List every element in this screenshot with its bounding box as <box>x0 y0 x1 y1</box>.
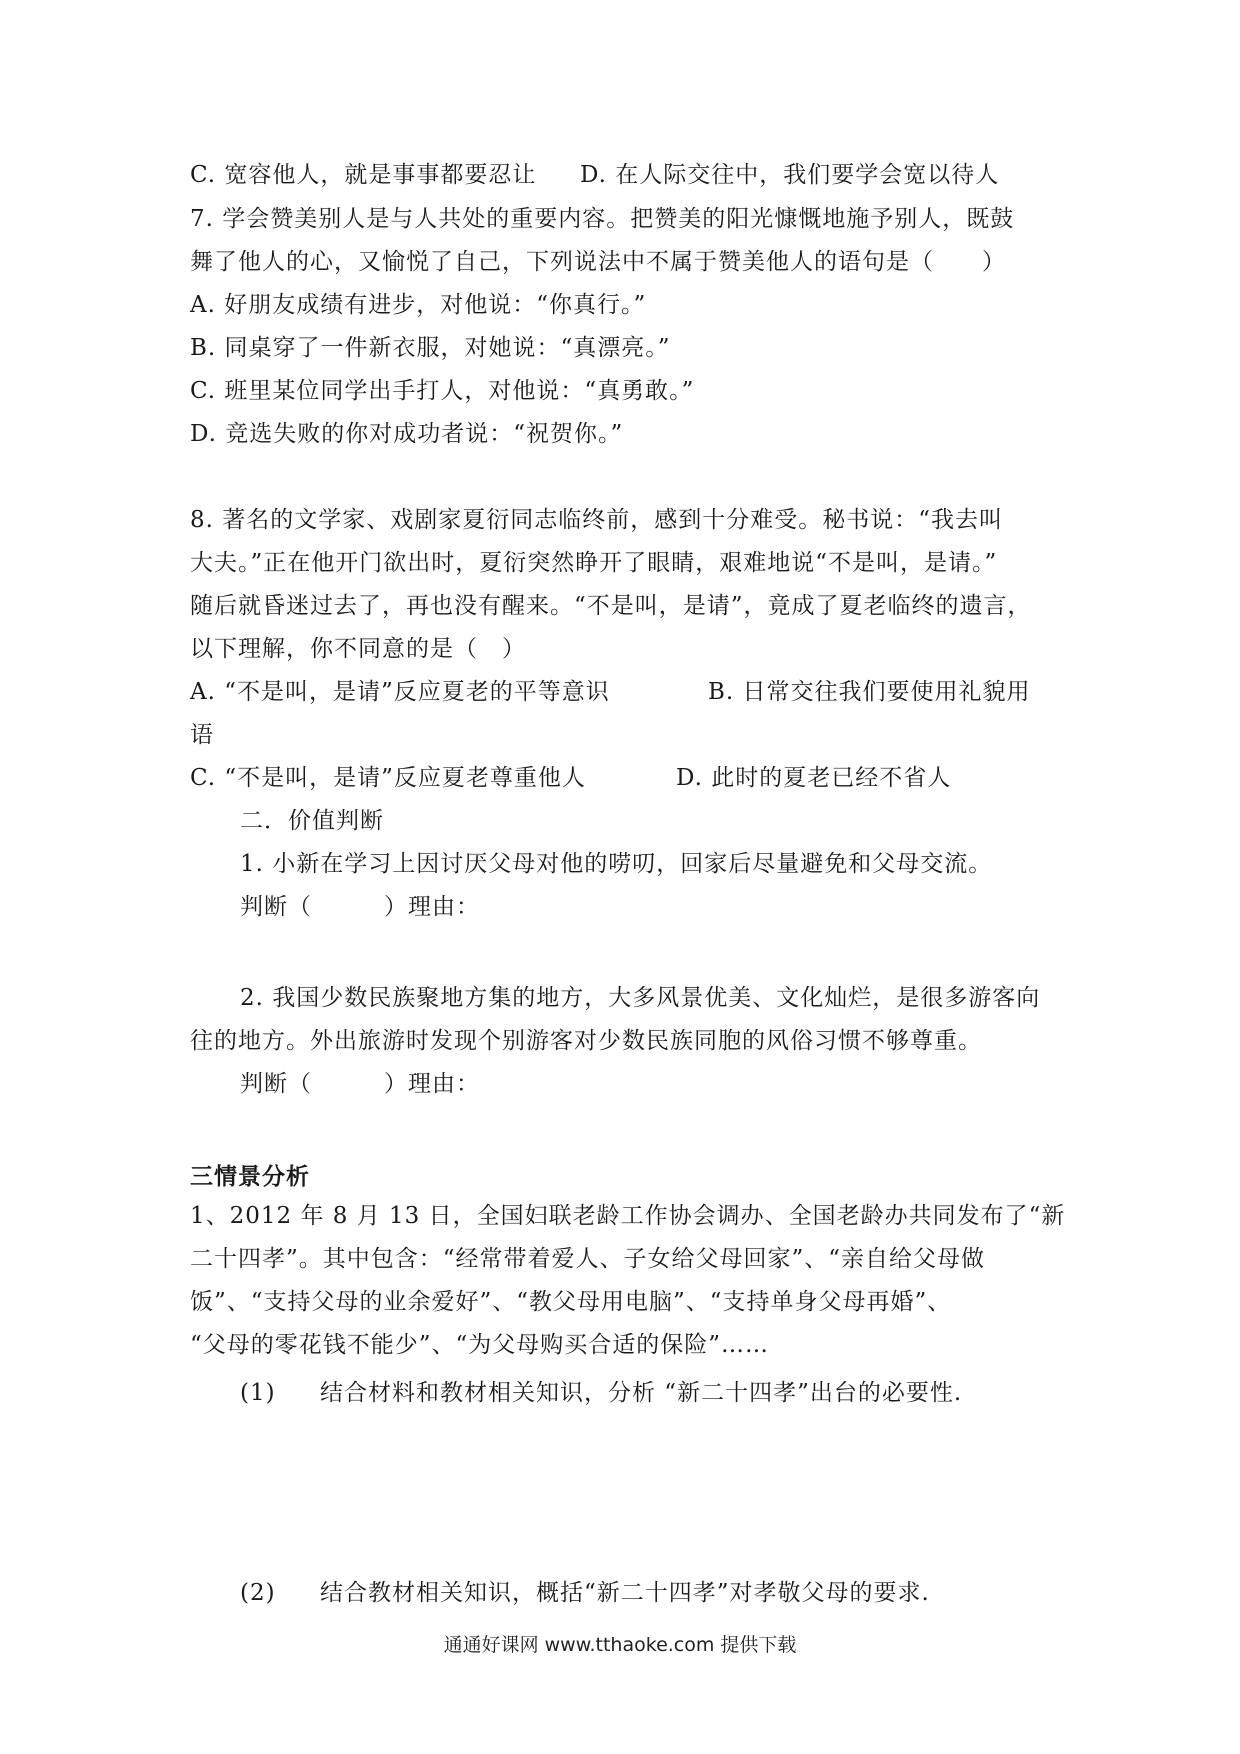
section3-sub1 <box>240 1378 962 1408</box>
q8-option-c: C. “不是叫，是请”反应夏老尊重他人 <box>190 765 586 791</box>
section2-item1-judge: 判断（ ）理由： <box>240 894 480 920</box>
q7-option-c: C. 班里某位同学出手打人，对他说：“真勇敢。” <box>190 378 695 404</box>
section3-sub1-text: 结合材料和教材相关知识，分析 “新二十四孝”出台的必要性. <box>320 1380 963 1406</box>
q8-options-ab <box>190 677 1031 707</box>
q7-option-d: D. 竞选失败的你对成功者说：“祝贺你。” <box>190 421 624 447</box>
q6-option-d: D. 在人际交往中，我们要学会宽以待人 <box>580 162 1000 188</box>
section2-item2-judge: 判断（ ）理由： <box>240 1071 480 1097</box>
q7-stem-line1: 7. 学会赞美别人是与人共处的重要内容。把赞美的阳光慷慨地施予别人，既鼓 <box>190 206 1015 232</box>
q8-stem-line3: 随后就昏迷过去了，再也没有醒来。“不是叫，是请”，竟成了夏老临终的遗言， <box>190 593 1032 619</box>
q7-stem-line2: 舞了他人的心，又愉悦了自己，下列说法中不属于赞美他人的语句是（ ） <box>190 249 1006 275</box>
section3-item1-line2: 二十四孝”。其中包含：“经常带着爱人、子女给父母回家”、“亲自给父母做 <box>190 1246 986 1272</box>
section3-heading: 三情景分析 <box>190 1163 310 1190</box>
section2-item2-line2: 往的地方。外出旅游时发现个别游客对少数民族同胞的风俗习惯不够尊重。 <box>190 1028 982 1054</box>
section3-item1-line3: 饭”、“支持父母的业余爱好”、“教父母用电脑”、“支持单身父母再婚”、 <box>190 1289 952 1315</box>
q8-option-b: B. 日常交往我们要使用礼貌用 <box>708 679 1031 705</box>
q8-stem-line2: 大夫。”正在他开门欲出时，夏衍突然睁开了眼睛，艰难地说“不是叫，是请。” <box>190 550 998 576</box>
section3-sub2 <box>240 1578 930 1608</box>
section3-item1-line4: “父母的零花钱不能少”、“为父母购买合适的保险”…… <box>190 1332 770 1358</box>
q8-stem-line1: 8. 著名的文学家、戏剧家夏衍同志临终前，感到十分难受。秘书说：“我去叫 <box>190 507 1004 533</box>
q7-option-b: B. 同桌穿了一件新衣服，对她说：“真漂亮。” <box>190 335 671 361</box>
q8-options-cd <box>190 763 952 793</box>
section2-item2-line1: 2. 我国少数民族聚地方集的地方，大多风景优美、文化灿烂，是很多游客向 <box>240 985 1041 1011</box>
page-footer: 通通好课网 www.tthaoke.com 提供下载 <box>443 1634 797 1656</box>
q7-option-a: A. 好朋友成绩有进步，对他说：“你真行。” <box>190 292 647 318</box>
q8-option-b-cont: 语 <box>190 722 214 748</box>
section3-sub2-text: 结合教材相关知识，概括“新二十四孝”对孝敬父母的要求. <box>320 1580 930 1606</box>
section2-item1: 1. 小新在学习上因讨厌父母对他的唠叨，回家后尽量避免和父母交流。 <box>240 851 993 877</box>
q8-stem-line4: 以下理解，你不同意的是（ ） <box>190 636 526 662</box>
section3-item1-line1: 1、2012 年 8 月 13 日，全国妇联老龄工作协会调办、全国老龄办共同发布了“新 <box>190 1203 1066 1229</box>
section3-sub2-number: (2) <box>240 1580 276 1606</box>
q8-option-d: D. 此时的夏老已经不省人 <box>676 765 952 791</box>
q6-option-c: C. 宽容他人，就是事事都要忍让 <box>190 162 537 188</box>
section3-sub1-number: (1) <box>240 1380 276 1406</box>
q8-option-a: A. “不是叫，是请”反应夏老的平等意识 <box>190 679 610 705</box>
section2-heading: 二．价值判断 <box>240 808 384 834</box>
q6-options-cd <box>190 160 1000 190</box>
